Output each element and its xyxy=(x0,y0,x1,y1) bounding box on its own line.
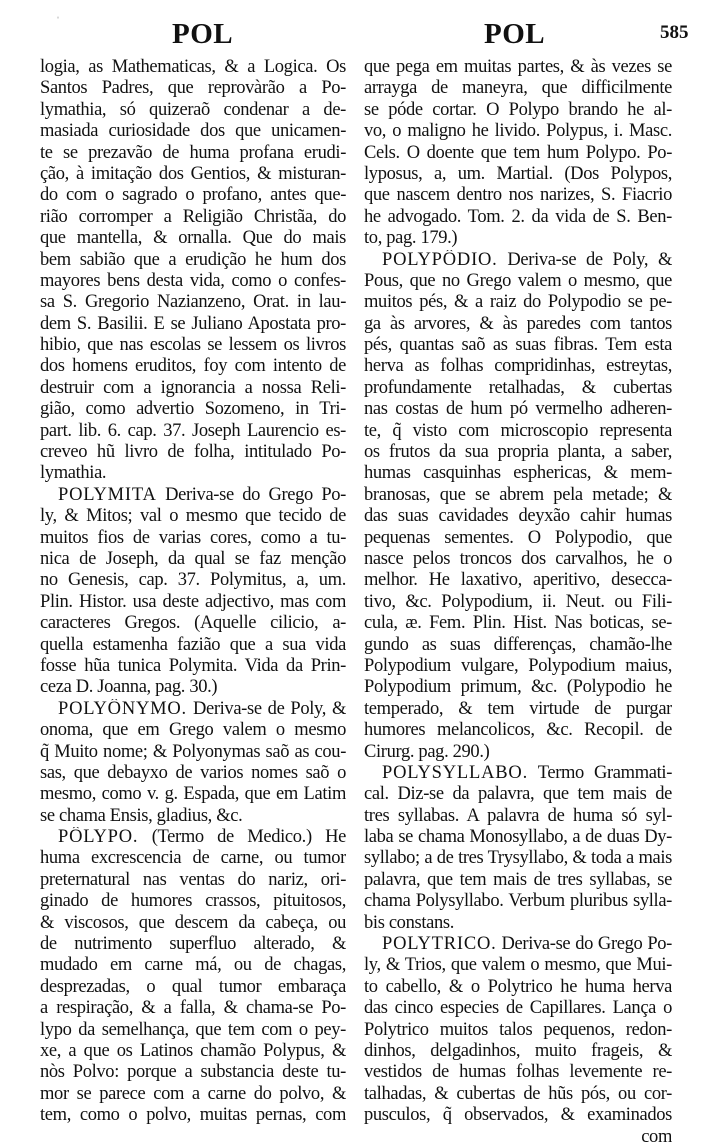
text-line: & viscosos, que descem da cabeça, ou xyxy=(40,912,346,933)
text-line: ginado de humores crassos, pituitosos, xyxy=(40,891,346,912)
text-line: gundo as suas differenças, chamão-lhe xyxy=(364,634,672,655)
text-line: humores melancolicos, &c. Recopil. de xyxy=(364,720,672,741)
entry-headword-line: POLYSYLLABO. Termo Grammati- xyxy=(382,762,672,783)
entry-headword-line: POLYMITA Deriva-se do Grego Po- xyxy=(58,484,346,505)
text-line: Plin. Histor. usa deste adjectivo, mas com xyxy=(40,591,346,612)
text-line: sas, que debayxo de varios nomes saõ o xyxy=(40,762,346,783)
text-line: laba se chama Monosyllabo, a de duas Dy- xyxy=(364,827,672,848)
text-line: talhadas, & cubertas de hũs pós, ou cor- xyxy=(364,1083,672,1104)
catchword: com xyxy=(641,1126,672,1147)
text-line: que pega em muitas partes, & às vezes se xyxy=(364,57,672,77)
text-line: pusculos, q̃ observados, & examinados xyxy=(364,1105,672,1126)
text-line: vestidos de humas folhas levemente re- xyxy=(364,1062,672,1083)
text-line: quella estamenha fazião que a sua vida xyxy=(40,634,346,655)
text-line: ção, à imitação dos Gentios, & misturan- xyxy=(40,163,346,184)
text-line: he advogado. Tom. 2. da vida de S. Ben- xyxy=(364,206,672,227)
text-line: no Genesis, cap. 37. Polymitus, a, um. xyxy=(40,570,346,591)
entry-headword: POLYSYLLABO. xyxy=(382,762,528,783)
text-line: ga às arvores, & às paredes com tantos xyxy=(364,313,672,334)
text-line: lymathia. xyxy=(40,463,107,484)
text-line: syllabo; a de tres Trysyllabo, & toda a mais xyxy=(364,848,672,869)
text-line: to cabello, & o Polytrico he huma herva xyxy=(364,976,672,997)
text-line: palavra, que tem mais de tres syllabas, se xyxy=(364,869,672,890)
text-line: fosse hũa tunica Polymita. Vida da Prin- xyxy=(40,655,346,676)
text-column-right xyxy=(364,57,672,1148)
text-line: muitos pés, & a raiz do Polypodio se pe- xyxy=(364,292,672,313)
text-line: nòs Polvo: porque a substancia deste tu- xyxy=(40,1062,346,1083)
entry-headword: POLYPÔDIO. xyxy=(382,249,498,270)
text-line: te se prezavão de huma profana erudi- xyxy=(40,142,346,163)
text-line: xe, a que os Latinos chamão Polypus, & xyxy=(40,1040,346,1061)
running-head-right: POL xyxy=(484,18,546,50)
text-line: dem S. Basilii. E se Juliano Apostata pro- xyxy=(40,313,346,334)
text-line: Polypodium vulgare, Polypodium maius, xyxy=(364,655,672,676)
entry-headword: PÔLYPO. xyxy=(58,827,139,848)
text-line: desprezadas, o qual tumor embaraça xyxy=(40,976,346,997)
text-line: das suas cavidades deyxão cahir humas xyxy=(364,506,672,527)
text-line: gião, como advertio Sozomeno, in Tri- xyxy=(40,399,346,420)
text-line: nasce pelos troncos dos carvalhos, he o xyxy=(364,548,672,569)
text-line: to, pag. 179.) xyxy=(364,228,458,249)
text-line: muitos fios de varias cores, como a tu- xyxy=(40,527,346,548)
text-line: q̃ Muito nome; & Polyonymas saõ as cou- xyxy=(40,741,346,762)
text-line: os frutos da sua propria planta, a saber, xyxy=(364,442,672,463)
running-head-left: POL xyxy=(172,18,234,50)
text-line: herva as folhas compridinhas, estreytas, xyxy=(364,356,672,377)
text-line: masiada curiosidade dos que unicamen- xyxy=(40,121,346,142)
entry-headword: POLYÔNYMO. xyxy=(58,698,187,719)
text-line: dos homens eruditos, foy com intento de xyxy=(40,356,346,377)
text-line: pés, quantas saõ as suas fibras. Tem esta xyxy=(364,335,672,356)
text-line: ceza D. Joanna, pag. 30.) xyxy=(40,677,218,698)
text-line: Santos Padres, que reprovàrão a Po- xyxy=(40,78,346,99)
text-line: arrayga de maneyra, que difficilmente xyxy=(364,78,672,99)
text-line: vo, o maligno he livido. Polypus, i. Masc. xyxy=(364,121,672,142)
text-line: chama Polysyllabo. Verbum pluribus sylla- xyxy=(364,891,672,912)
text-line: Cels. O doente que tem hum Polypo. Po- xyxy=(364,142,672,163)
text-line: caracteres Gregos. (Aquelle cilicio, a- xyxy=(40,613,346,634)
text-line: nas costas de hum pó vermelho adheren- xyxy=(364,399,672,420)
text-line: que nascem dentro nos narizes, S. Fiacrio xyxy=(364,185,672,206)
text-line: branosas, que se abrem pela metade; & xyxy=(364,484,672,505)
text-line: lypo da semelhança, que tem com o pey- xyxy=(40,1019,346,1040)
text-line: creveo hũ livro de folha, intitulado Po- xyxy=(40,442,346,463)
entry-headword: POLYTRICO. xyxy=(382,934,497,955)
text-line: se chama Ensis, gladius, &c. xyxy=(40,805,243,826)
text-line: profundamente retalhadas, & cubertas xyxy=(364,377,672,398)
text-line: de nutrimento superfluo alterado, & xyxy=(40,934,346,955)
text-line: pequenas sementes. O Polypodio, que xyxy=(364,527,672,548)
text-line: do com o sagrado o profano, antes que- xyxy=(40,185,346,206)
text-line: melhor. He laxativo, aperitivo, desecca- xyxy=(364,570,672,591)
text-line: lymathia, só quizeraõ condenar a de- xyxy=(40,99,346,120)
text-line: lyposus, a, um. Martial. (Dos Polypos, xyxy=(364,163,672,184)
text-line: dinhos, delgadinhos, muito frageis, & xyxy=(364,1040,672,1061)
text-line: tem, como o polvo, muitas pernas, com xyxy=(40,1105,346,1126)
text-line: humas casquinhas esphericas, & mem- xyxy=(364,463,672,484)
text-line: cal. Diz-se da palavra, que tem mais de xyxy=(364,784,672,805)
entry-headword-line: POLYÔNYMO. Deriva-se de Poly, & xyxy=(58,698,346,719)
text-line: ly, & Trios, que valem o mesmo, que Mui- xyxy=(364,955,672,976)
text-line: mudado em carne má, ou de chagas, xyxy=(40,955,346,976)
text-line: destruir com a ignorancia a nossa Reli- xyxy=(40,377,346,398)
text-column-left xyxy=(40,57,346,1127)
text-line: bis constans. xyxy=(364,912,455,933)
text-line: preternatural nas ventas do nariz, ori- xyxy=(40,869,346,890)
text-line: a respiração, & a falla, & chama-se Po- xyxy=(40,998,346,1019)
entry-headword: POLYMITA xyxy=(58,484,157,505)
text-line: sa S. Gregorio Nazianzeno, Orat. in lau- xyxy=(40,292,346,313)
margin-mark: ˈ xyxy=(56,14,60,28)
text-line: Cirurg. pag. 290.) xyxy=(364,741,490,762)
entry-headword-line: POLYPÔDIO. Deriva-se de Poly, & xyxy=(382,249,672,270)
text-line: cula, æ. Fem. Plin. Hist. Nas boticas, se- xyxy=(364,613,672,634)
text-line: se póde cortar. O Polypo brando he al- xyxy=(364,99,672,120)
text-line: tivo, &c. Polypodium, ii. Neut. ou Fili- xyxy=(364,591,672,612)
text-line: das cinco especies de Capillares. Lança o xyxy=(364,998,672,1019)
text-line: Polypodium primum, &c. (Polypodio he xyxy=(364,677,672,698)
text-line: ly, & Mitos; val o mesmo que tecido de xyxy=(40,506,346,527)
text-line: Polytrico muitos talos pequenos, redon- xyxy=(364,1019,672,1040)
text-line: logia, as Mathematicas, & a Logica. Os xyxy=(40,57,346,77)
text-line: rião corromper a Religião Christãa, do xyxy=(40,206,346,227)
text-line: mesmo, como v. g. Espada, que em Latim xyxy=(40,784,346,805)
text-line: bem sabião que a erudição he hum dos xyxy=(40,249,346,270)
text-line: hibio, que nas escolas se lessem os livros xyxy=(40,335,346,356)
entry-headword-line: POLYTRICO. Deriva-se do Grego Po- xyxy=(382,934,672,955)
text-line: mor se parece com a carne do polvo, & xyxy=(40,1083,346,1104)
text-line: Pous, que no Grego valem o mesmo, que xyxy=(364,270,672,291)
text-line: que mantella, & ornalla. Que do mais xyxy=(40,228,346,249)
text-line: nica de Joseph, da qual se faz menção xyxy=(40,548,346,569)
page-number: 585 xyxy=(660,22,689,43)
text-line: tres syllabas. A palavra de huma só syl- xyxy=(364,805,672,826)
text-line: te, q̃ visto com microscopio representa xyxy=(364,420,672,441)
text-line: huma excrescencia de carne, ou tumor xyxy=(40,848,346,869)
text-line: part. lib. 6. cap. 37. Joseph Laurencio es- xyxy=(40,420,346,441)
text-line: onoma, que em Grego valem o mesmo xyxy=(40,720,346,741)
text-line: mayores bens desta vida, como o confes- xyxy=(40,270,346,291)
text-line: temperado, & tem virtude de purgar xyxy=(364,698,672,719)
entry-headword-line: PÔLYPO. (Termo de Medico.) He xyxy=(58,827,346,848)
